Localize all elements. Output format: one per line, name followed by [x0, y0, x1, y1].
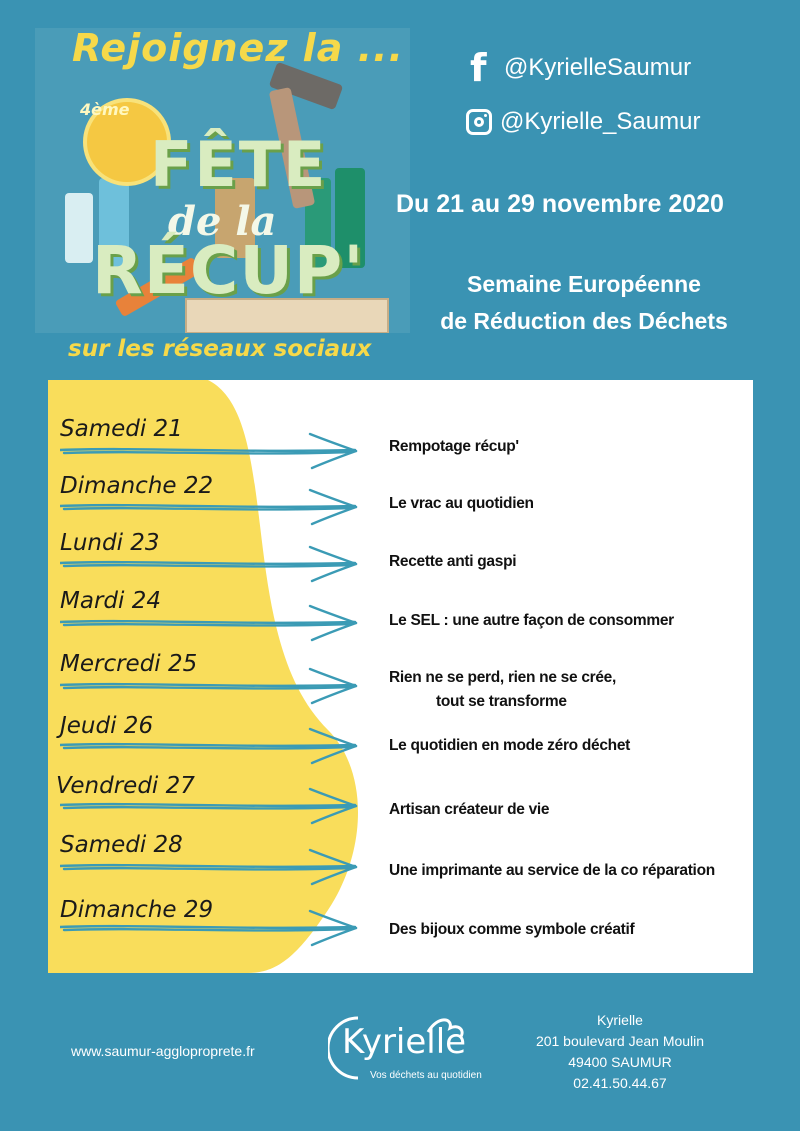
program-activity: Le quotidien en mode zéro déchet: [389, 737, 631, 754]
arrow-icon: [60, 430, 360, 470]
program-activity-line2: tout se transforme: [436, 693, 567, 710]
arrow-icon: [60, 486, 360, 526]
program-day: Dimanche 29: [60, 897, 214, 923]
program-day: Samedi 28: [60, 832, 183, 858]
event-description-line: Semaine Européenne: [467, 271, 701, 297]
arrow-icon: [60, 907, 360, 947]
arrow-icon: [60, 543, 360, 583]
arrow-icon: [60, 846, 360, 886]
program-day: Dimanche 22: [60, 473, 214, 499]
program-activity: Des bijoux comme symbole créatif: [389, 921, 635, 938]
arrow-icon: [60, 602, 360, 642]
program-activity: Une imprimante au service de la co réparation: [389, 862, 715, 879]
facebook-icon: f: [470, 46, 487, 90]
arrow-icon: [60, 665, 360, 705]
event-dates: Du 21 au 29 novembre 2020: [396, 190, 724, 218]
program-activity: Rempotage récup': [389, 438, 519, 455]
hero-subtitle: sur les réseaux sociaux: [68, 336, 372, 362]
event-description: [414, 266, 754, 340]
program-day: Samedi 21: [60, 416, 183, 442]
event-description-line: de Réduction des Déchets: [440, 308, 728, 334]
edition-label: 4ème: [80, 100, 130, 119]
program-activity: Recette anti gaspi: [389, 553, 517, 570]
logo-tagline: Vos déchets au quotidien: [370, 1070, 482, 1081]
program-panel: [48, 380, 753, 973]
address-block: [520, 1010, 720, 1094]
program-day: Mercredi 25: [60, 651, 198, 677]
arrow-icon: [60, 785, 360, 825]
facebook-handle[interactable]: [470, 46, 691, 90]
facebook-handle-text: @KyrielleSaumur: [504, 54, 692, 81]
dela-title: de la: [168, 198, 277, 245]
recup-title: RÉCUP': [92, 232, 365, 309]
address-city: 49400 SAUMUR: [568, 1054, 672, 1070]
address-org: Kyrielle: [597, 1012, 643, 1028]
program-activity: Artisan créateur de vie: [389, 801, 550, 818]
kyrielle-logo: [328, 1010, 482, 1085]
spool-decoration: [65, 193, 93, 263]
hero-title: Rejoignez la ...: [72, 26, 404, 70]
arrow-icon: [60, 725, 360, 765]
address-phone: 02.41.50.44.67: [573, 1075, 667, 1091]
program-day: Mardi 24: [60, 588, 161, 614]
program-activity: Rien ne se perd, rien ne se crée,: [389, 669, 617, 686]
instagram-handle-text: @Kyrielle_Saumur: [500, 108, 701, 135]
instagram-icon: [466, 109, 492, 135]
instagram-handle[interactable]: [466, 108, 700, 136]
website-link[interactable]: www.saumur-aggloproprete.fr: [71, 1043, 255, 1059]
program-activity: Le SEL : une autre façon de consommer: [389, 612, 674, 629]
program-activity: Le vrac au quotidien: [389, 495, 534, 512]
program-day: Vendredi 27: [56, 773, 195, 799]
logo-name: Kyrielle: [342, 1022, 467, 1062]
program-day: Lundi 23: [60, 530, 160, 556]
fete-title: FÊTE: [150, 128, 328, 201]
address-street: 201 boulevard Jean Moulin: [535, 1033, 705, 1049]
program-day: Jeudi 26: [60, 713, 154, 739]
